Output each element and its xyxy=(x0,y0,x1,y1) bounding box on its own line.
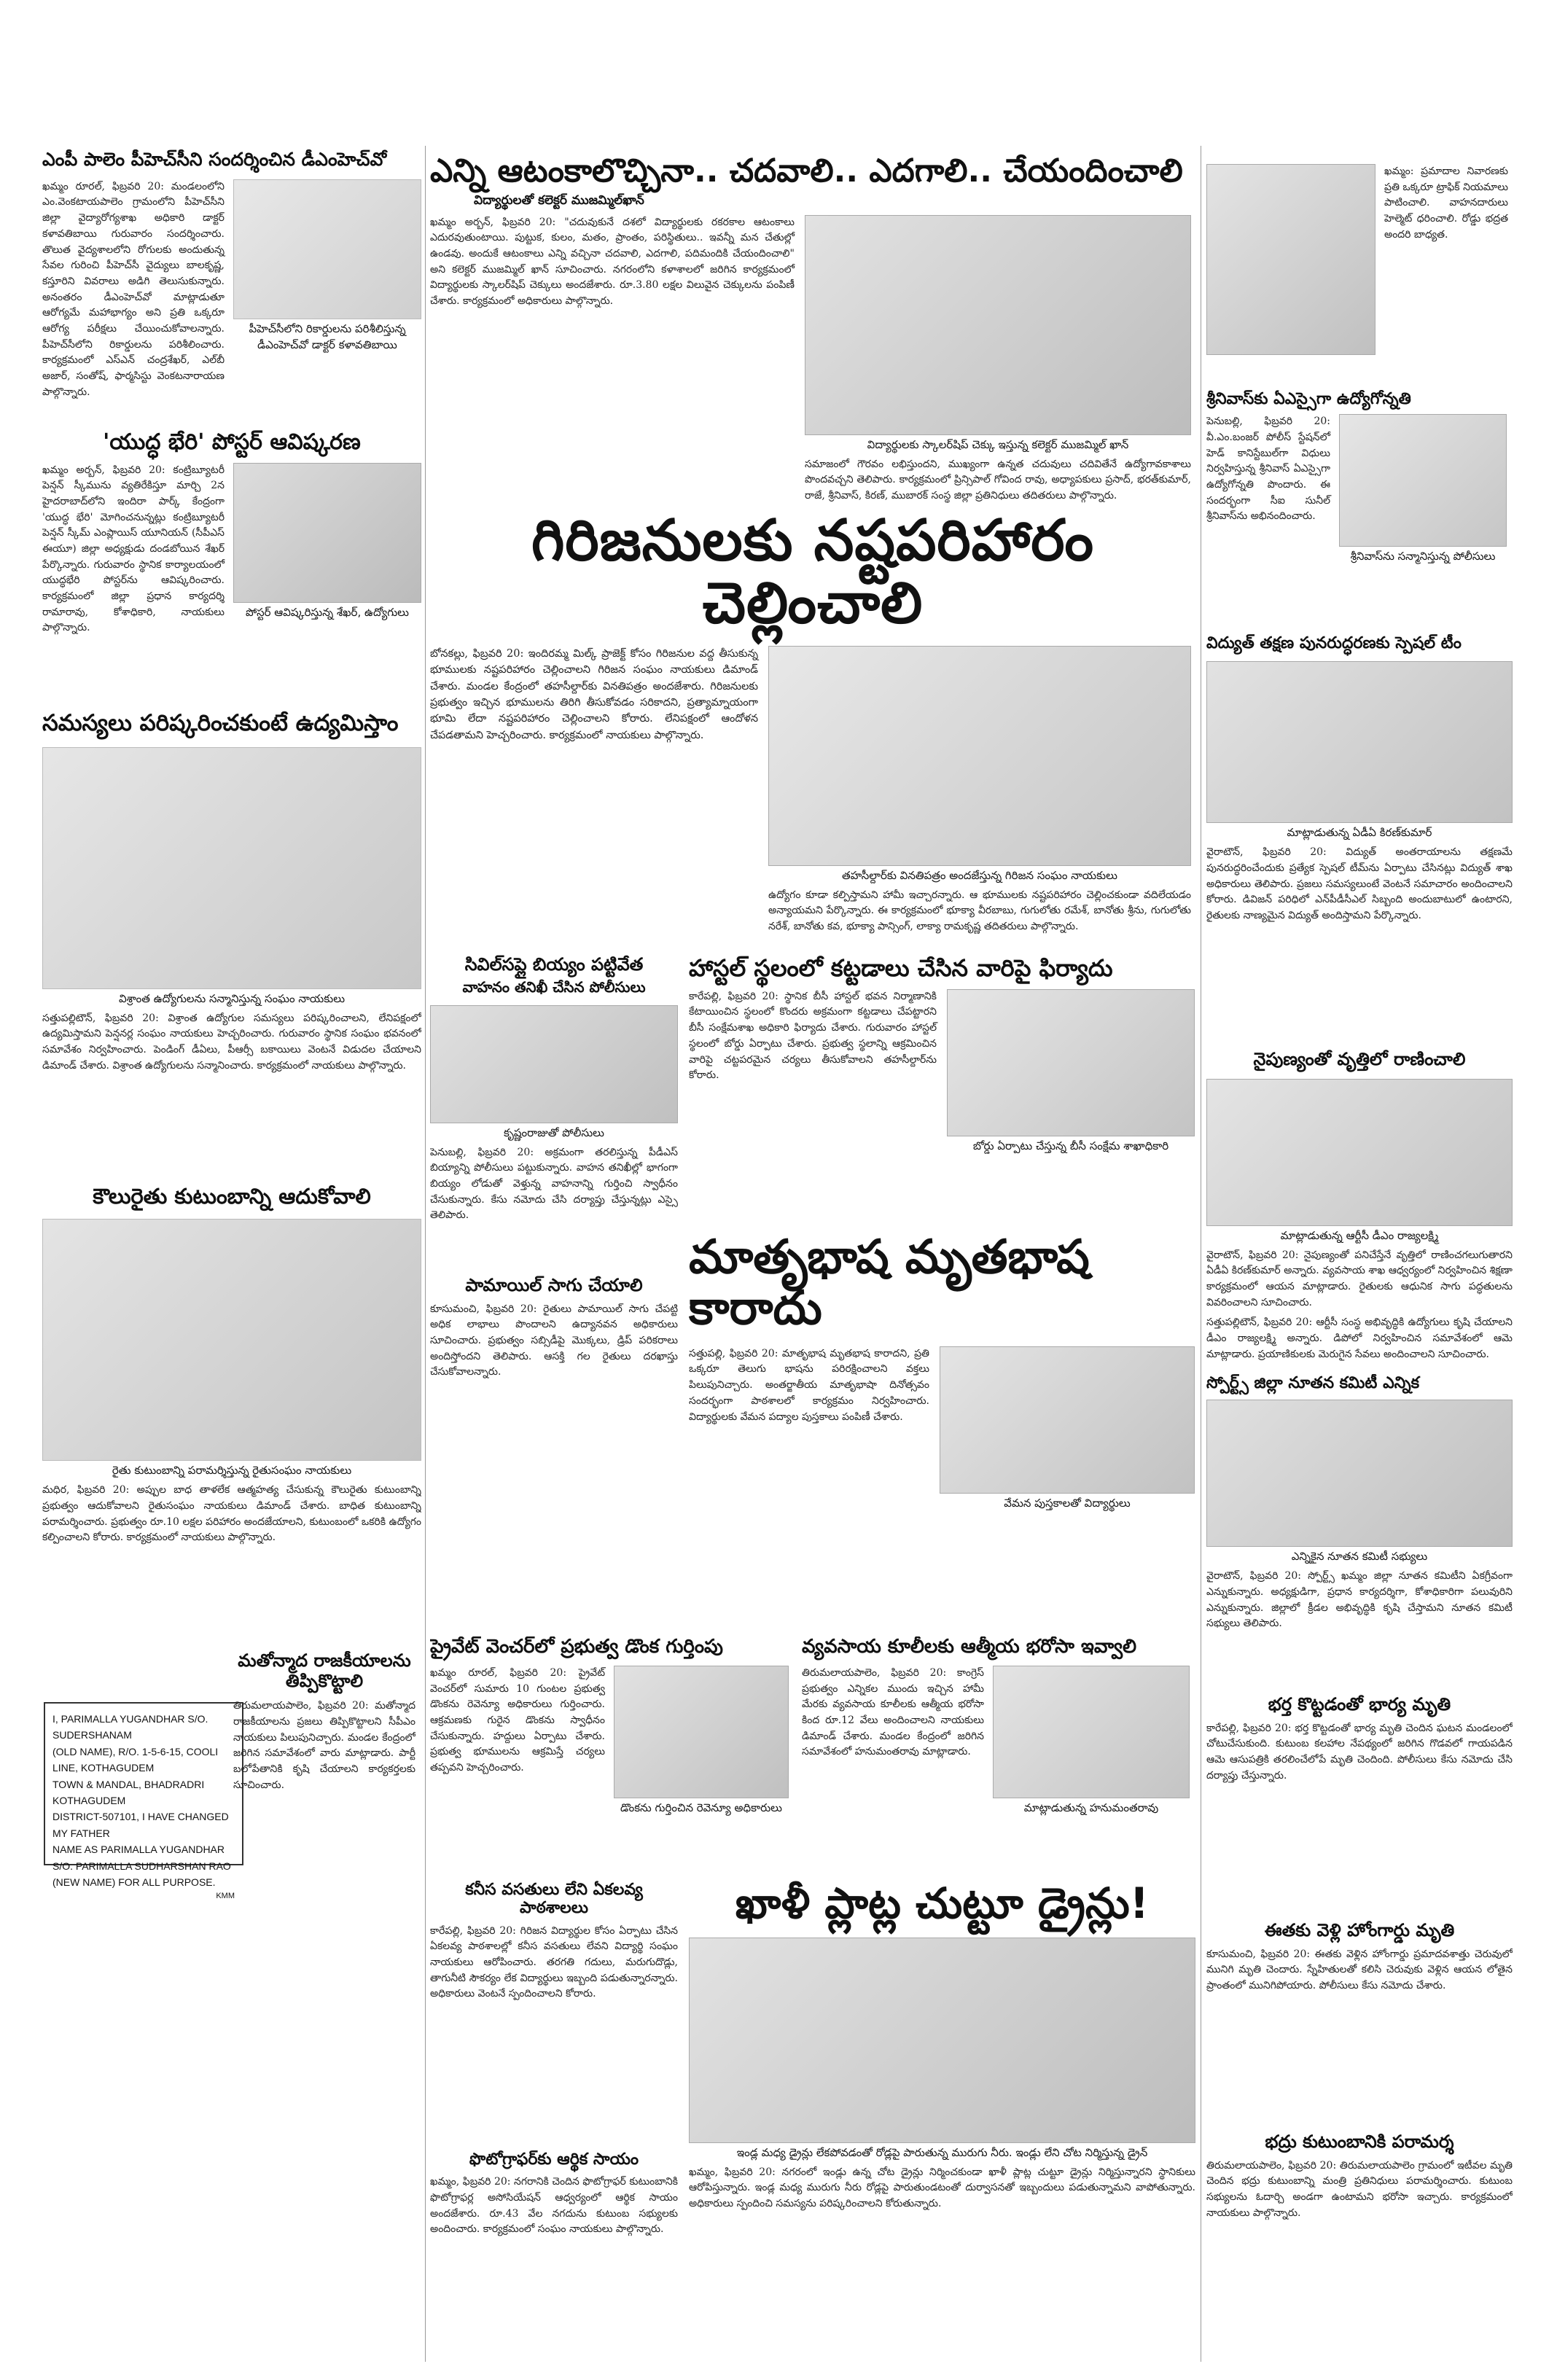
hostel-story xyxy=(689,955,1195,1210)
photo-scholarship xyxy=(805,215,1191,435)
caption-bc-welfare: బోర్డు ఏర్పాటు చేస్తున్న బీసీ సంక్షేమ శాఖాధికారి xyxy=(972,1139,1169,1152)
photo-committee xyxy=(1206,1400,1513,1547)
labour-story xyxy=(802,1636,1195,1870)
electricity-story xyxy=(1206,634,1513,1042)
mother-tongue-story xyxy=(689,1232,1195,1640)
photo-traffic xyxy=(1206,164,1375,355)
body-wife: కారేపల్లి, ఫిబ్రవరి 20: భర్త కొట్టడంతో భార్య మృతి చెందిన ఘటన మండలంలో చోటుచేసుకుంది. కుటుంబ కలహాల నేపథ్యంలో జరిగిన గొడవలో గాయపడిన ఆమె ఆసుపత్రికి తరలించేలోపే మృతి చెందింది. పోలీసులు కేసు నమోదు చేసి దర్యాప్తు చేస్తున్నారు. xyxy=(1206,1722,1513,1782)
caption-speaking-3: మాట్లాడుతున్న హనుమంతరావు xyxy=(1023,1800,1159,1814)
caption-farmers: రైతు కుటుంబాన్ని పరామర్శిస్తున్న రైతుసంఘం నాయకులు xyxy=(112,1464,352,1478)
headline-drains: ఖాళీ ప్లాట్ల చుట్టూ డ్రైన్లు! xyxy=(735,1881,1150,1928)
caption-union: విశ్రాంత ఉద్యోగులను సన్మానిస్తున్న సంఘం నాయకులు xyxy=(118,991,346,1005)
caption-drains: ఇండ్ల మధ్య డ్రైన్లు లేకపోవడంతో రోడ్లపై పారుతున్న మురుగు నీరు. ఇండ్లు లేని చోట నిర్మిస్తున్న డ్రైన్ xyxy=(736,2145,1148,2159)
facilities-story xyxy=(430,1881,678,2143)
headline-palm: పామాయిల్ సాగు చేయాలి xyxy=(465,1276,643,1295)
photo-poster xyxy=(233,463,421,603)
body-tribals: బోనకల్లు, ఫిబ్రవరి 20: ఇందిరమ్మ మిల్క్ ప్రాజెక్ట్ కోసం గిరిజనుల వద్ద తీసుకున్న భూములకు నష్టపరిహారం చెల్లించాలని గిరిజన సంఘం నాయకులు డిమాండ్ చేశారు. మండల కేంద్రంలో తహసీల్దార్‌కు వినతిపత్రం అందజేశారు. గిరిజనులకు ప్రభుత్వం ఇచ్చిన భూములను తిరిగి తీసుకోవడం సరికాదని, ప్రత్యామ్నాయంగా భూమి లేదా నష్టపరిహారం చెల్లించాలని కోరారు. లేనిపక్షంలో ఆందోళన చేపడతామని హెచ్చరించారు. కార్యక్రమంలో నాయకులు పాల్గొన్నారు. xyxy=(430,647,758,741)
headline-photographers: ఫొటోగ్రాఫర్‌కు ఆర్థిక సాయం xyxy=(469,2150,639,2169)
palm-story xyxy=(430,1276,678,1626)
photographer-story xyxy=(430,2150,678,2362)
body-study: ఖమ్మం అర్బన్, ఫిబ్రవరి 20: "చదువుకునే దశలో విద్యార్థులకు రకరకాల ఆటంకాలు ఎదురవుతుంటాయి. పుట్టుక, కులం, మతం, ప్రాంతం, పరిస్థితులు.. ఇవన్నీ మన చేతుల్లో ఉండవు. అందుకే ఆటంకాలు ఎన్ని వచ్చినా చదవాలి, ఎదగాలి, పదిమందికి చేయందించాలి" అని కలెక్టర్ ముజమ్మిల్ ఖాన్ సూచించారు. నగరంలోని కళాశాలలో జరిగిన కార్యక్రమంలో విద్యార్థులకు స్కాలర్‌షిప్ చెక్కులు అందజేశారు. రూ.3.80 లక్షల విలువైన చెక్కులను పంపిణీ చేశారు. కార్యక్రమంలో అధికారులు పాల్గొన్నారు. xyxy=(430,216,795,308)
ad-code: KMM xyxy=(216,1892,235,1901)
headline-hostel: హాస్టల్ స్థలంలో కట్టడాలు చేసిన వారిపై ఫిర్యాదు xyxy=(689,955,1113,982)
subhead-pds: వాహనం తనిఖీ చేసిన పోలీసులు xyxy=(462,978,646,996)
ad-line-5: NAME AS PARIMALLA YUGANDHAR xyxy=(52,1843,225,1856)
caption-dmho: పీహెచ్‌సీలోని రికార్డులను పరిశీలిస్తున్న డీఎంహెచ్‌వో డాక్టర్ కళావతిబాయి xyxy=(249,321,406,351)
photo-tribal-leaders xyxy=(768,646,1191,866)
headline-mother-tongue: మాతృభాష మృతభాష కారాదు xyxy=(689,1232,1090,1336)
ad-line-3: TOWN & MANDAL, BHADRADRI KOTHAGUDEM xyxy=(52,1778,205,1806)
headline-study: ఎన్ని ఆటంకాలొచ్చినా.. చదవాలి.. ఎదగాలి.. చేయందించాలి xyxy=(430,153,1183,190)
ad-line-4: DISTRICT-507101, I HAVE CHANGED MY FATHER xyxy=(52,1811,229,1839)
headline-sports: స్పోర్ట్స్ జిల్లా నూతన కమిటీ ఎన్నిక xyxy=(1206,1374,1420,1392)
pds-story xyxy=(430,955,678,1268)
study-story xyxy=(430,153,1195,503)
body-photographers: ఖమ్మం, ఫిబ్రవరి 20: నగరానికి చెందిన ఫొటోగ్రాఫర్ కుటుంబానికి ఫొటోగ్రాఫర్ల అసోసియేషన్ ఆధ్వర్యంలో ఆర్థిక సాయం అందజేశారు. రూ.43 వేల నగదును కుటుంబ సభ్యులకు అందించారు. కార్యక్రమంలో సంఘం నాయకులు పాల్గొన్నారు. xyxy=(430,2176,678,2236)
caption-honour: శ్రీనివాస్‌ను సన్మానిస్తున్న పోలీసులు xyxy=(1350,550,1496,563)
photo-drains xyxy=(689,1938,1195,2143)
drains-story xyxy=(689,1881,1195,2362)
photo-dmho xyxy=(233,179,421,319)
headline-politics: మతోన్మాద రాజకీయాలను తిప్పికొట్టాలి xyxy=(238,1651,411,1691)
body-swim: కూసుమంచి, ఫిబ్రవరి 20: ఈతకు వెళ్లిన హోంగార్డు ప్రమాదవశాత్తు చెరువులో మునిగి మృతి చెందారు. స్నేహితులతో కలిసి చెరువుకు వెళ్లిన ఆయన లోతైన ప్రాంతంలో మునిగిపోయారు. పోలీసులు కేసు నమోదు చేశారు. xyxy=(1206,1948,1513,1991)
body-farmers: మధిర, ఫిబ్రవరి 20: అప్పుల బాధ తాళలేక ఆత్మహత్య చేసుకున్న కౌలురైతు కుటుంబాన్ని ప్రభుత్వం ఆదుకోవాలని రైతుసంఘం నాయకులు డిమాండ్ చేశారు. బాధిత కుటుంబాన్ని పరామర్శించారు. ప్రభుత్వం రూ.10 లక్షల పరిహారం అందజేయాలని, కుటుంబంలో ఒకరికి ఉద్యోగం కల్పించాలని కోరారు. కార్యక్రమంలో నాయకులు పాల్గొన్నారు. xyxy=(42,1484,421,1544)
caption-poster: పోస్టర్ ఆవిష్కరిస్తున్న శేఖర్, ఉద్యోగులు xyxy=(245,605,409,619)
body-tribals-2: ఉద్యోగం కూడా కల్పిస్తామని హామీ ఇచ్చారన్నారు. ఆ భూములకు నష్టపరిహారం చెల్లించకుండా వదిలేయడం అన్యాయమని పేర్కొన్నారు. ఈ కార్యక్రమంలో భూక్యా వీరబాబు, గుగులోతు రమేశ్, బానోతు శ్రీను, గుగులోతు నరేశ్, బానోతు కవ, భూక్యా పాన్సింగ్, లాక్యా రామకృష్ణ తదితరులు పాల్గొన్నారు. xyxy=(768,889,1191,932)
headline-dmho: ఎంపీ పాలెం పీహెచ్‌సీని సందర్శించిన డీఎంహెచ్‌వో xyxy=(42,149,387,170)
photo-speaking-2 xyxy=(1206,1079,1513,1226)
body-mother-tongue: సత్తుపల్లి, ఫిబ్రవరి 20: మాతృభాష మృతభాష కారాదని, ప్రతి ఒక్కరూ తెలుగు భాషను పరిరక్షించాలని వక్తలు పిలుపునిచ్చారు. అంతర్జాతీయ మాతృభాషా దినోత్సవం సందర్భంగా పాఠశాలలో కార్యక్రమం నిర్వహించారు. విద్యార్థులకు వేమన పద్యాల పుస్తకాలు పంపిణీ చేశారు. xyxy=(689,1347,929,1423)
caption-books: వేమన పుస్తకాలతో విద్యార్థులు xyxy=(1004,1496,1131,1510)
photo-speaking-3 xyxy=(993,1666,1190,1798)
caption-speaking-2: మాట్లాడుతున్న ఆర్టీసీ డీఎం రాజ్యలక్ష్మి xyxy=(1280,1228,1439,1242)
headline-wife: భర్త కొట్టడంతో భార్య మృతి xyxy=(1268,1695,1451,1714)
headline-pds: సివిల్‌సప్లై బియ్యం పట్టివేత xyxy=(464,955,644,975)
photo-officials xyxy=(614,1666,789,1798)
politics-story xyxy=(233,1651,415,2030)
body-problems: సత్తుపల్లిటౌన్, ఫిబ్రవరి 20: విశ్రాంత ఉద్యోగుల సమస్యలు పరిష్కరించాలని, లేనిపక్షంలో ఉద్యమిస్తామని పెన్షనర్ల సంఘం నాయకులు హెచ్చరించారు. గురువారం స్థానిక సంఘం భవనంలో సమావేశం నిర్వహించారు. పెండింగ్ డీఏలు, పీఆర్సీ బకాయిలు వెంటనే విడుదల చేయాలని డిమాండ్ చేశారు. విశ్రాంత ఉద్యోగులను సన్మానించారు. కార్యక్రమంలో నాయకులు పాల్గొన్నారు. xyxy=(42,1012,421,1072)
body-facilities: కారేపల్లి, ఫిబ్రవరి 20: గిరిజన విద్యార్థుల కోసం ఏర్పాటు చేసిన ఏకలవ్య పాఠశాలల్లో కనీస వసతులు లేవని విద్యార్థి సంఘం నాయకులు ఆరోపించారు. తరగతి గదులు, మరుగుదొడ్లు, తాగునీటి సౌకర్యం లేక విద్యార్థులు ఇబ్బంది పడుతున్నారన్నారు. అధికారులు వెంటనే స్పందించాలని కోరారు. xyxy=(430,1924,678,2000)
body-poster: ఖమ్మం అర్బన్, ఫిబ్రవరి 20: కంట్రిబ్యూటరీ పెన్షన్ స్కీమును వ్యతిరేకిస్తూ మార్చి 2న హైదరాబాద్‌లోని ఇందిరా పార్క్ కేంద్రంగా 'యుద్ధ భేరి' మోగించనున్నట్లు కంట్రిబ్యూటరీ పెన్షన్ స్కీమ్ ఎంప్లాయిస్ యూనియన్ (సీపీఎస్ ఈయూ) జిల్లా అధ్యక్షుడు దండబోయిన శేఖర్ పేర్కొన్నారు. గురువారం స్థానిక కార్యాలయంలో యుద్ధభేరి పోస్టర్‌ను ఆవిష్కరించారు. కార్యక్రమంలో జిల్లా ప్రధాన కార్యదర్శి రామారావు, కోశాధికారి, నాయకులు పాల్గొన్నారు. xyxy=(42,464,225,634)
body-politics: తిరుమలాయపాలెం, ఫిబ్రవరి 20: మతోన్మాద రాజకీయాలను ప్రజలు తిప్పికొట్టాలని సీపీఎం నాయకులు పిలుపునిచ్చారు. మండల కేంద్రంలో జరిగిన సమావేశంలో వారు మాట్లాడారు. పార్టీ బలోపేతానికి కృషి చేయాలని కార్యకర్తలకు సూచించారు. xyxy=(233,1700,415,1791)
caption-speaking-1: మాట్లాడుతున్న ఏడీఏ కిరణ్‌కుమార్ xyxy=(1287,826,1432,840)
caption-tribal-leaders: తహసీల్దార్‌కు వినతిపత్రం అందజేస్తున్న గిరిజన సంఘం నాయకులు xyxy=(842,868,1117,882)
name-change-ad xyxy=(44,1702,243,1901)
problems-story xyxy=(42,711,421,1177)
headline-facilities: కనీస వసతులు లేని ఏకలవ్య పాఠశాలలు xyxy=(465,1881,643,1918)
sports-story xyxy=(1206,1374,1513,1688)
body-electricity: వైరాటౌన్, ఫిబ్రవరి 20: విద్యుత్ అంతరాయాలను తక్షణమే పునరుద్ధరించేందుకు ప్రత్యేక స్పెషల్ టీమ్‌ను ఏర్పాటు చేసినట్లు విద్యుత్ శాఖ అధికారులు తెలిపారు. ప్రజలు సమస్యలుంటే వెంటనే సమాచారం అందించాలని కోరారు. డివిజన్ పరిధిలో ఎన్‌పీడీసీఎల్ సిబ్బంది అందుబాటులో ఉంటారని, రైతులకు నాణ్యమైన విద్యుత్ అందిస్తామని పేర్కొన్నారు. xyxy=(1206,846,1513,922)
ad-line-1: I, PARIMALLA YUGANDHAR S/O. SUDERSHANAM xyxy=(52,1713,208,1741)
body-rtc: సత్తుపల్లిటౌన్, ఫిబ్రవరి 20: ఆర్టీసీ సంస్థ అభివృద్ధికి ఉద్యోగులు కృషి చేయాలని డీఎం రాజ్యలక్ష్మి అన్నారు. డిపోలో నిర్వహించిన సమావేశంలో ఆమె మాట్లాడారు. ప్రయాణికులకు మెరుగైన సేవలు అందించాలని సూచించారు. xyxy=(1206,1316,1513,1360)
body-srinivas: పెనుబల్లి, ఫిబ్రవరి 20: వీ.ఎం.బంజర్ పోలీస్ స్టేషన్‌లో హెడ్ కానిస్టేబుల్‌గా విధులు నిర్వహిస్తున్న శ్రీనివాస్ ఏఎస్సైగా ఉద్యోగోన్నతి పొందారు. ఈ సందర్భంగా సీఐ సునీల్ శ్రీనివాస్‌ను అభినందించారు. xyxy=(1206,415,1330,523)
headline-poster: 'యుద్ధ భేరి' పోస్టర్ ఆవిష్కరణ xyxy=(103,430,361,455)
srinivas-story xyxy=(1206,390,1513,631)
headline-skills: నైపుణ్యంతో వృత్తిలో రాణించాలి xyxy=(1253,1050,1466,1069)
photo-farmers xyxy=(42,1219,421,1461)
photo-books xyxy=(940,1346,1195,1494)
poster-story xyxy=(42,430,421,692)
caption-officials: డొంకను గుర్తించిన రెవెన్యూ అధికారులు xyxy=(620,1800,782,1814)
ad-line-6: S/O. PARIMALLA SUDHARSHAN RAO xyxy=(52,1860,231,1872)
headline-farmers: కౌలురైతు కుటుంబాన్ని ఆదుకోవాలి xyxy=(93,1185,371,1209)
photo-honour xyxy=(1339,414,1507,547)
body-family: తిరుమలాయపాలెం, ఫిబ్రవరి 20: తిరుమలాయపాలెం గ్రామంలో ఇటీవల మృతి చెందిన భద్రు కుటుంబాన్ని మంత్రి ప్రతినిధులు పరామర్శించారు. కుటుంబ సభ్యులను ఓదార్చి అండగా ఉంటామని భరోసా ఇచ్చారు. కార్యక్రమంలో నాయకులు పాల్గొన్నారు. xyxy=(1206,2159,1513,2219)
photo-bc-welfare xyxy=(947,989,1195,1136)
ad-line-2: (OLD NAME), R/O. 1-5-6-15, COOLI LINE, KOTHAGUDEM xyxy=(52,1745,219,1774)
family-story xyxy=(1206,2132,1513,2358)
body-hostel: కారేపల్లి, ఫిబ్రవరి 20: స్థానిక బీసీ హాస్టల్ భవన నిర్మాణానికి కేటాయించిన స్థలంలో కొందరు అక్రమంగా కట్టడాలు చేపట్టారని బీసీ సంక్షేమశాఖ అధికారి ఫిర్యాదు చేశారు. గురువారం హాస్టల్ స్థలంలో బోర్డు ఏర్పాటు చేశారు. ప్రభుత్వ స్థలాన్ని ఆక్రమించిన వారిపై చట్టపరమైన చర్యలు తీసుకోవాలని తహసీల్దార్‌ను కోరారు. xyxy=(689,990,937,1082)
headline-problems: సమస్యలు పరిష్కరించకుంటే ఉద్యమిస్తాం xyxy=(42,711,399,736)
photo-union xyxy=(42,747,421,989)
subhead-study: విద్యార్థులతో కలెక్టర్ ముజమ్మిల్‌ఖాన్ xyxy=(474,192,644,208)
caption-police: కృష్ణంరాజుతో పోలీసులు xyxy=(504,1125,604,1139)
body-sports: వైరాటౌన్, ఫిబ్రవరి 20: స్పోర్ట్స్ ఖమ్మం జిల్లా నూతన కమిటీని ఏకగ్రీవంగా ఎన్నుకున్నారు. అధ్యక్షుడిగా, ప్రధాన కార్యదర్శిగా, కోశాధికారిగా పలువురిని ఎన్నుకున్నారు. జిల్లాలో క్రీడల అభివృద్ధికి కృషి చేస్తామని నూతన కమిటీ సభ్యులు తెలిపారు. xyxy=(1206,1570,1513,1630)
photo-speaking-1 xyxy=(1206,661,1513,823)
body-venture: ఖమ్మం రూరల్, ఫిబ్రవరి 20: ప్రైవేట్ వెంచర్‌లో సుమారు 10 గుంటల ప్రభుత్వ డొంకను రెవెన్యూ అధికారులు గుర్తించారు. ఆక్రమణకు గురైన డొంకను స్వాధీనం చేసుకున్నారు. హద్దులు ఏర్పాటు చేశారు. ప్రభుత్వ భూములను ఆక్రమిస్తే చర్యలు తప్పవని హెచ్చరించారు. xyxy=(430,1666,605,1774)
caption-committee: ఎన్నికైన నూతన కమిటీ సభ్యులు xyxy=(1291,1550,1428,1564)
headline-tribals: గిరిజనులకు నష్టపరిహారం చెల్లించాలి xyxy=(531,510,1095,636)
body-skills: వైరాటౌన్, ఫిబ్రవరి 20: నైపుణ్యంతో పనిచేస్తేనే వృత్తిలో రాణించగలుగుతారని ఏడీఏ కిరణ్‌కుమార్ అన్నారు. వ్యవసాయ శాఖ ఆధ్వర్యంలో నిర్వహించిన శిక్షణా కార్యక్రమంలో ఆయన మాట్లాడారు. రైతులకు ఆధునిక సాగు పద్ధతులను వివరించాలని సూచించారు. xyxy=(1206,1249,1513,1308)
body-study-2: సమాజంలో గౌరవం లభిస్తుందని, ముఖ్యంగా ఉన్నత చదువులు చదివితేనే ఉద్యోగావకాశాలు పొందవచ్చని తెలిపారు. కార్యక్రమంలో ప్రిన్సిపాల్ గోవింద రావు, అధ్యాపకులు ప్రసాద్, భరత్‌కుమార్, రాజే, శ్రీనివాస్, కిరణ్, ముబారక్ సంస్థ జిల్లా ప్రతినిధులు తదితరులు పాల్గొన్నారు. xyxy=(805,458,1191,502)
farmers-story xyxy=(42,1185,421,1666)
body-pds: పెనుబల్లి, ఫిబ్రవరి 20: అక్రమంగా తరలిస్తున్న పీడీఎస్ బియ్యాన్ని పోలీసులు పట్టుకున్నారు. వాహన తనిఖీల్లో భాగంగా బియ్యం లోడుతో వెళ్తున్న వాహనాన్ని గుర్తించి స్వాధీనం చేసుకున్నారు. కేసు నమోదు చేసి దర్యాప్తు చేస్తున్నట్లు ఎస్సై తెలిపారు. xyxy=(430,1146,678,1222)
photo-police xyxy=(430,1005,678,1123)
ad-line-7: (NEW NAME) FOR ALL PURPOSE. xyxy=(52,1876,216,1888)
headline-swim: ఈతకు వెళ్లి హోంగార్డు మృతి xyxy=(1264,1921,1455,1940)
wife-story xyxy=(1206,1695,1513,1913)
headline-venture: ప్రైవేట్ వెంచర్‌లో ప్రభుత్వ డొంక గుర్తింపు xyxy=(430,1636,723,1658)
swim-story xyxy=(1206,1921,1513,2125)
right-top-story xyxy=(1206,164,1513,383)
caption-scholarship: విద్యార్థులకు స్కాలర్‌షిప్ చెక్కు ఇస్తున్న కలెక్టర్ ముజమ్మిల్ ఖాన్ xyxy=(867,437,1129,451)
body-palm: కూసుమంచి, ఫిబ్రవరి 20: రైతులు పామాయిల్ సాగు చేపట్టి అధిక లాభాలు పొందాలని ఉద్యానవన అధికారులు సూచించారు. ప్రభుత్వం సబ్సిడీపై మొక్కలు, డ్రిప్ పరికరాలు అందిస్తోందని తెలిపారు. ఆసక్తి గల రైతులు దరఖాస్తు చేసుకోవాలన్నారు. xyxy=(430,1303,678,1378)
venture-story xyxy=(430,1636,795,1870)
body-drains: ఖమ్మం, ఫిబ్రవరి 20: నగరంలో ఇండ్లు ఉన్న చోట డ్రైన్లు నిర్మించకుండా ఖాళీ ప్లాట్ల చుట్టూ డ్రైన్లు నిర్మిస్తున్నారని స్థానికులు ఆరోపిస్తున్నారు. ఇండ్ల మధ్య మురుగు నీరు రోడ్లపై పారుతుండటంతో దుర్వాసనతో ఇబ్బందులు పడుతున్నామని వాపోతున్నారు. అధికారులు స్పందించి సమస్యను పరిష్కరించాలని కోరుతున్నారు. xyxy=(689,2166,1195,2210)
headline-labour: వ్యవసాయ కూలీలకు ఆత్మీయ భరోసా ఇవ్వాలి xyxy=(802,1636,1137,1658)
body-right-top: ఖమ్మం: ప్రమాదాల నివారణకు ప్రతి ఒక్కరూ ట్రాఫిక్ నియమాలు పాటించాలి. వాహనదారులు హెల్మెట్ ధరించాలి. రోడ్డు భద్రత అందరి బాధ్యత. xyxy=(1384,165,1508,241)
tribals-story xyxy=(430,510,1195,948)
dmho-story xyxy=(42,149,421,426)
headline-srinivas: శ్రీనివాస్‌కు ఏఎస్సైగా ఉద్యోగోన్నతి xyxy=(1206,390,1411,408)
body-labour: తిరుమలాయపాలెం, ఫిబ్రవరి 20: కాంగ్రెస్ ప్రభుత్వం ఎన్నికల ముందు ఇచ్చిన హామీ మేరకు వ్యవసాయ కూలీలకు ఆత్మీయ భరోసా కింద రూ.12 వేలు అందించాలని నాయకులు డిమాండ్ చేశారు. మండల కేంద్రంలో జరిగిన సమావేశంలో హనుమంతరావు మాట్లాడారు. xyxy=(802,1666,984,1758)
body-dmho: ఖమ్మం రూరల్, ఫిబ్రవరి 20: మండలంలోని ఎం.వెంకటాయపాలెం గ్రామంలోని పీహెచ్‌సీని జిల్లా వైద్యారోగ్యశాఖ అధికారి డాక్టర్ కళావతిబాయి గురువారం సందర్శించారు. తొలుత వైద్యశాలలోని రోగులకు అందుతున్న సేవల గురించి పీహెచ్‌సీ వైద్యులు బాలకృష్ణ, కస్తూరిని వివరాలు అడిగి తెలుసుకున్నారు. అనంతరం డీఎంహెచ్‌వో మాట్లాడుతూ ఆరోగ్యమే మహాభాగ్యం అని ప్రతి ఒక్కరూ ఆరోగ్య పరీక్షలు చేయించుకోవాలన్నారు. పీహెచ్‌సీలోని రికార్డులను పరిశీలించారు. కార్యక్రమంలో ఎస్‌ఎన్ చంద్రశేఖర్, ఎల్‌బీ అజార్, సంతోష్, ఫార్మసిస్టు వెంకటనారాయణ పాల్గొన్నారు. xyxy=(42,180,225,398)
headline-family: భద్రు కుటుంబానికి పరామర్శ xyxy=(1265,2132,1454,2152)
headline-electricity: విద్యుత్ తక్షణ పునరుద్ధరణకు స్పెషల్ టీం xyxy=(1206,634,1462,652)
column-divider-1 xyxy=(425,146,426,2362)
